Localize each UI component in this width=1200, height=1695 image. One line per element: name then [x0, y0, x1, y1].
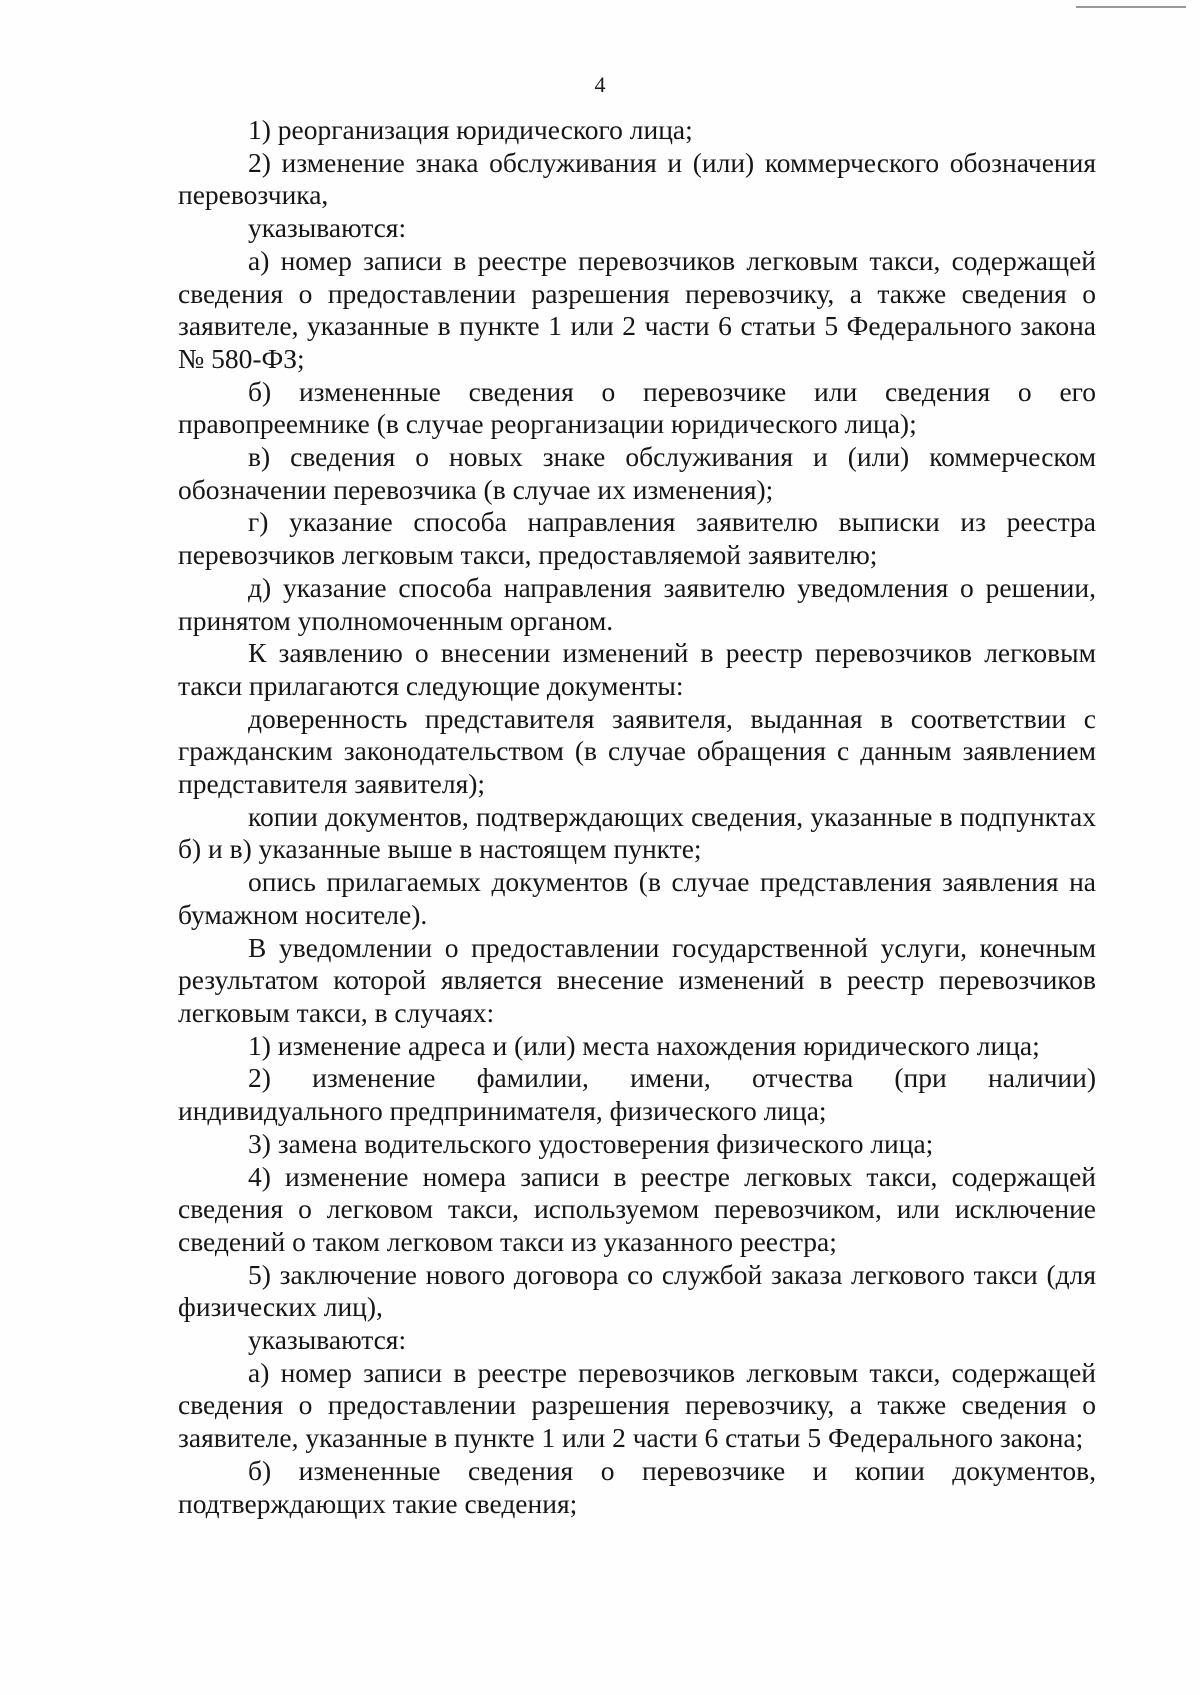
paragraph: К заявлению о внесении изменений в реестр перевозчиков легковым такси прилагаются следующие документы:: [178, 637, 1096, 701]
paragraph: указываются:: [248, 1324, 407, 1356]
paragraph: а) номер записи в реестре перевозчиков легковым такси, содержащей сведения о предоставлении разрешения перевозчику, а также сведения о заявителе, указанные в пункте 1 или 2 части 6 статьи 5 Федерального закона № 580-ФЗ;: [178, 244, 1096, 374]
paragraph: б) измененные сведения о перевозчике или сведения о его правопреемнике (в случае реорганизации юридического лица);: [178, 375, 1096, 440]
paragraph: в) сведения о новых знаке обслуживания и (или) коммерческом обозначении перевозчика (в случае их изменения);: [178, 441, 1096, 505]
paragraph: 1) реорганизация юридического лица;: [248, 114, 693, 145]
paragraph: 3) замена водительского удостоверения физического лица;: [248, 1127, 934, 1159]
paragraph: доверенность представителя заявителя, выданная в соответствии с гражданским законодательством (в случае обращения с данным заявлением представителя заявителя);: [178, 702, 1096, 800]
paragraph: 4) изменение номера записи в реестре легковых такси, содержащей сведения о легковом такси, используемом перевозчиком, или исключение сведений о таком легковом такси из указанного реестра;: [178, 1160, 1096, 1257]
paragraph: 1) изменение адреса и (или) места нахождения юридического лица;: [248, 1029, 1040, 1061]
paragraph: г) указание способа направления заявителю выписки из реестра перевозчиков легковым такси, предоставляемой заявителю;: [178, 506, 1096, 571]
paragraph: 2) изменение знака обслуживания и (или) коммерческого обозначения перевозчика,: [178, 146, 1096, 211]
paragraph: копии документов, подтверждающих сведения, указанные в подпунктах б) и в) указанные выше в настоящем пункте;: [178, 800, 1096, 865]
document-body: [178, 114, 1096, 1520]
paragraph: указываются:: [248, 212, 407, 244]
scan-edge-mark: [1076, 6, 1186, 8]
paragraph: а) номер записи в реестре перевозчиков легковым такси, содержащей сведения о предоставлении разрешения перевозчику, а также сведения о заявителе, указанные в пункте 1 или 2 части 6 статьи 5 Федерального закона;: [178, 1356, 1096, 1454]
paragraph: опись прилагаемых документов (в случае представления заявления на бумажном носителе).: [178, 866, 1096, 930]
page-number: 4: [594, 72, 606, 97]
paragraph: д) указание способа направления заявителю уведомления о решении, принятом уполномоченным органом.: [178, 571, 1096, 636]
paragraph: В уведомлении о предоставлении государственной услуги, конечным результатом которой является внесение изменений в реестр перевозчиков легковым такси, в случаях:: [178, 931, 1096, 1028]
paragraph: б) измененные сведения о перевозчике и копии документов, подтверждающих такие сведения;: [178, 1454, 1096, 1519]
paragraph: 2) изменение фамилии, имени, отчества (при наличии) индивидуального предпринимателя, физического лица;: [178, 1062, 1096, 1127]
paragraph: 5) заключение нового договора со службой заказа легкового такси (для физических лиц),: [178, 1258, 1096, 1323]
